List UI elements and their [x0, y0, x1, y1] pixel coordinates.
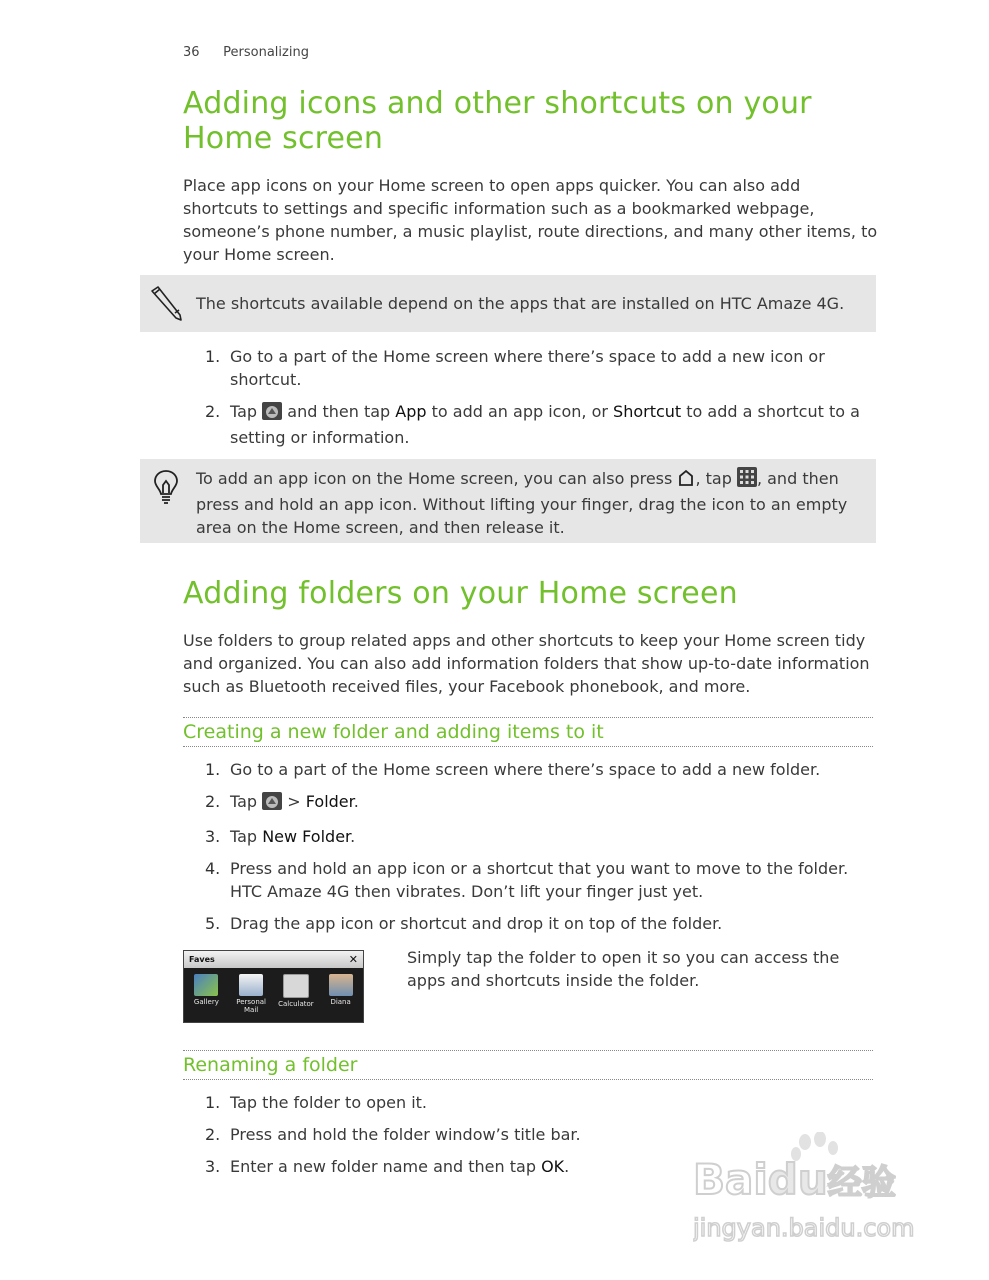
app-label: Personal Mail — [236, 998, 266, 1014]
subsection-title-creating-folder: Creating a new folder and adding items to it — [183, 717, 873, 747]
contact-photo-icon — [329, 974, 353, 996]
note-text: The shortcuts available depend on the apps that are installed on HTC Amaze 4G. — [196, 294, 845, 313]
section2-intro: Use folders to group related apps and other shortcuts to keep your Home screen tidy and organized. You can also add information folders that show up-to-date information such as Bluetooth received files, your Facebook phonebook, and more. — [183, 631, 870, 696]
home-key-icon — [677, 469, 695, 493]
note-box — [140, 275, 876, 332]
tip-text-part: , tap — [695, 469, 732, 488]
shortcut-option: Shortcut — [613, 402, 682, 421]
page-header — [183, 45, 309, 60]
list-item — [183, 790, 873, 816]
page-number: 36 — [183, 45, 200, 60]
calculator-icon — [283, 974, 309, 998]
step-text: and then tap — [287, 402, 391, 421]
tip-text — [196, 467, 848, 539]
section1-title-line2: Home screen — [183, 121, 384, 156]
step-text: Press and hold the folder window’s title bar. — [230, 1125, 581, 1144]
folder-apps — [184, 968, 363, 1014]
folder-app — [231, 974, 271, 1014]
folder-app — [276, 974, 316, 1014]
step-number: 3. — [205, 827, 221, 846]
section1-intro: Place app icons on your Home screen to open apps quicker. You can also add shortcuts to settings and specific information such as a bookmarked webpage, someone’s phone number, a music playlist, route directions, and many other items, to your Home screen. — [183, 176, 878, 264]
step-number: 2. — [205, 402, 221, 421]
step-text: Enter a new folder name and then tap — [230, 1157, 536, 1176]
folder-app — [186, 974, 226, 1014]
list-item — [183, 758, 873, 781]
step-text: . — [353, 792, 359, 811]
section-name: Personalizing — [223, 45, 309, 60]
add-to-home-icon — [262, 402, 282, 426]
list-item — [183, 825, 873, 848]
all-apps-icon — [737, 467, 757, 493]
folder-title: Faves — [189, 955, 215, 964]
figure-caption: Simply tap the folder to open it so you can access the apps and shortcuts inside the folder. — [407, 948, 840, 990]
step-text: . — [350, 827, 356, 846]
step-number: 4. — [205, 859, 221, 878]
tip-text-part: To add an app icon on the Home screen, you can also press — [196, 469, 673, 488]
mail-icon — [239, 974, 263, 996]
step-text: . — [564, 1157, 570, 1176]
step-text: to add a shortcut to a setting or information. — [230, 402, 860, 447]
step-number: 2. — [205, 1125, 221, 1144]
tip-box — [140, 459, 876, 543]
section1-title-line1: Adding icons and other shortcuts on your — [183, 86, 812, 121]
step-text: Go to a part of the Home screen where there’s space to add a new folder. — [230, 760, 821, 779]
watermark-url: jingyan.baidu.com — [693, 1214, 915, 1242]
watermark-brand: Baidu经验 — [693, 1155, 896, 1204]
list-item — [183, 400, 873, 449]
step-number: 1. — [205, 347, 221, 366]
new-folder-option: New Folder — [262, 827, 351, 846]
tip-text-part: , and then press and hold an app icon. Without lifting your finger, drag the icon to an empty area on the Home screen, and then release it. — [196, 469, 848, 537]
section1-steps — [183, 345, 873, 458]
folder-app — [321, 974, 361, 1014]
step-text: to add an app icon, or — [431, 402, 608, 421]
step-number: 3. — [205, 1157, 221, 1176]
section2-title: Adding folders on your Home screen — [183, 576, 738, 611]
list-item — [183, 857, 873, 903]
app-option: App — [395, 402, 427, 421]
creating-folder-steps — [183, 758, 873, 944]
add-to-home-icon — [262, 792, 282, 816]
step-text: Go to a part of the Home screen where there’s space to add a new icon or shortcut. — [230, 347, 825, 389]
list-item — [183, 912, 873, 935]
lightbulb-icon — [153, 469, 179, 509]
app-label: Diana — [330, 998, 351, 1006]
baidu-watermark — [693, 1132, 933, 1251]
step-number: 1. — [205, 760, 221, 779]
step-text: Press and hold an app icon or a shortcut that you want to move to the folder. HTC Amaze 4G then vibrates. Don’t lift your finger just yet. — [230, 859, 849, 901]
app-label: Gallery — [193, 998, 219, 1006]
ok-option: OK — [541, 1157, 565, 1176]
folder-screenshot — [183, 950, 364, 1023]
step-text: Tap — [230, 402, 258, 421]
step-number: 2. — [205, 792, 221, 811]
step-number: 5. — [205, 914, 221, 933]
app-label: Calculator — [278, 1000, 314, 1008]
step-text: Tap — [230, 792, 258, 811]
list-item — [183, 345, 873, 391]
step-number: 1. — [205, 1093, 221, 1112]
gallery-icon — [194, 974, 218, 996]
section1-title — [183, 86, 812, 156]
subsection-title-renaming-folder: Renaming a folder — [183, 1050, 873, 1080]
folder-option: Folder — [305, 792, 354, 811]
close-icon: ✕ — [348, 953, 358, 966]
list-item — [183, 1091, 873, 1114]
pencil-icon — [148, 285, 184, 325]
step-text: Drag the app icon or shortcut and drop it on top of the folder. — [230, 914, 723, 933]
step-text: Tap — [230, 827, 258, 846]
step-text: > — [287, 792, 301, 811]
folder-title-bar — [184, 951, 363, 968]
step-text: Tap the folder to open it. — [230, 1093, 428, 1112]
